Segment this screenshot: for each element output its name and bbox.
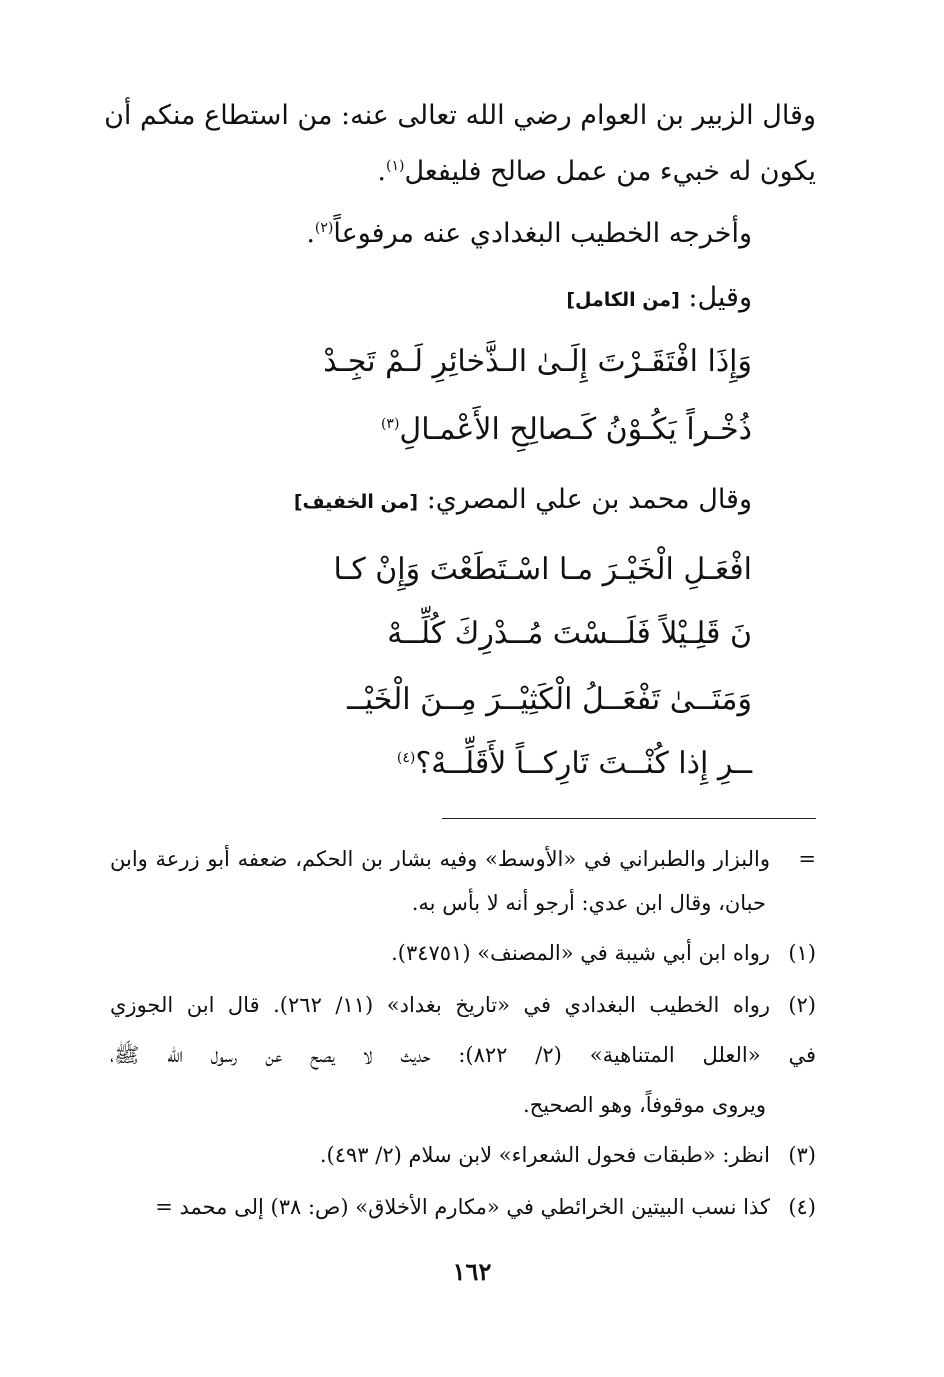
- footnote-text: رواه ابن أبي شيبة في «المصنف» (٣٤٧٥١).: [391, 941, 770, 965]
- verse-2-line-3: [110, 678, 752, 722]
- footnote-continuation-line-2: [110, 886, 766, 920]
- verse-1-hemistich-a: [110, 340, 752, 384]
- footnote-number: (٢): [788, 993, 816, 1017]
- continuation-mark: =: [798, 847, 816, 871]
- page-number: ١٦٢: [452, 1257, 492, 1286]
- paragraph-text: وأخرجه الخطيب البغدادي عنه مرفوعاً: [333, 218, 752, 249]
- footnote-number: (٤): [788, 1195, 816, 1219]
- footnote-ref-3[interactable]: (٣): [380, 416, 400, 432]
- footnote-text: رواه الخطيب البغدادي في «تاريخ بغداد» (١١/ ٢٦٢). قال ابن الجوزي: [110, 993, 770, 1017]
- paragraph-line-2: [110, 152, 816, 192]
- verse-text: وَإِذَا افْتَقَـرْتَ إِلَـىٰ الـذَّخائِرِ لَـمْ تَجِـدْ: [323, 344, 752, 379]
- footnote-text: انظر: «طبقات فحول الشعراء» لابن سلام (٢/ ٤٩٣).: [319, 1143, 770, 1167]
- footnote-ref-4[interactable]: (٤): [396, 750, 416, 766]
- footnote-3: [110, 1138, 816, 1172]
- verse-intro-1: [110, 278, 752, 320]
- footnote-1: [110, 936, 816, 970]
- footnote-2-line-1: [110, 988, 816, 1022]
- paragraph-text: وقال الزبير بن العوام رضي الله تعالى عنه: من استطاع منكم أن: [104, 100, 816, 131]
- footnote-number: (١): [788, 941, 816, 965]
- footnote-2-line-2: [110, 1038, 816, 1072]
- paragraph-line-1: [104, 96, 816, 136]
- verse-1-hemistich-b: [110, 408, 752, 452]
- footnote-text: في «العلل المتناهية» (٢/ ٨٢٢): حديث لا يصح عن رسول الله ﷺ،: [110, 1043, 816, 1067]
- footnote-text: ويروى موقوفاً، وهو الصحيح.: [522, 1093, 766, 1117]
- verse-text: ــرِ إِذا كُنْــتَ تَارِكــاً لأَقَلِّــهْ؟: [415, 746, 752, 781]
- footnote-4: [110, 1190, 816, 1224]
- verse-text: ذُخْـراً يَكُـوْنُ كَـصالِحِ الأَعْمـالِ: [399, 412, 752, 447]
- footnote-text: كذا نسب البيتين الخرائطي في «مكارم الأخلاق» (ص: ٣٨) إلى محمد =: [155, 1195, 770, 1219]
- verse-2-line-1: [110, 548, 752, 592]
- verse-text: نَ قَلِـيْلاً فَلَــسْتَ مُــدْرِكَ كُلِّــهْ: [387, 616, 752, 651]
- meter-label: [من الكامل]: [566, 289, 680, 311]
- footnote-text: حبان، وقال ابن عدي: أرجو أنه لا بأس به.: [411, 891, 766, 915]
- intro-text: وقال محمد بن علي المصري:: [426, 484, 752, 515]
- punctuation: .: [377, 156, 386, 187]
- verse-intro-2: [110, 480, 752, 522]
- verse-text: افْعَـلِ الْخَيْـرَ مـا اسْـتَطَعْتَ وَإِنْ كـا: [333, 552, 752, 587]
- footnote-separator: [442, 818, 816, 819]
- verse-2-line-4: [110, 742, 752, 786]
- paragraph-line-3: [110, 214, 752, 254]
- footnote-continuation-line-1: [110, 842, 816, 876]
- verse-2-line-2: [110, 612, 752, 656]
- footnote-2-line-3: [110, 1088, 766, 1122]
- meter-label: [من الخفيف]: [293, 491, 419, 513]
- paragraph-text: يكون له خبيء من عمل صالح فليفعل: [404, 156, 816, 187]
- footnote-ref-2[interactable]: (٢): [314, 220, 334, 236]
- footnote-text: والبزار والطبراني في «الأوسط» وفيه بشار بن الحكم، ضعفه أبو زرعة وابن: [110, 847, 770, 871]
- footnote-ref-1[interactable]: (١): [385, 158, 405, 174]
- punctuation: .: [306, 218, 315, 249]
- intro-text: وقيل:: [688, 282, 752, 313]
- verse-text: وَمَتَــىٰ تَفْعَــلُ الْكَثِيْــرَ مِــنَ الْخَيْــ: [347, 682, 752, 717]
- footnote-number: (٣): [788, 1143, 816, 1167]
